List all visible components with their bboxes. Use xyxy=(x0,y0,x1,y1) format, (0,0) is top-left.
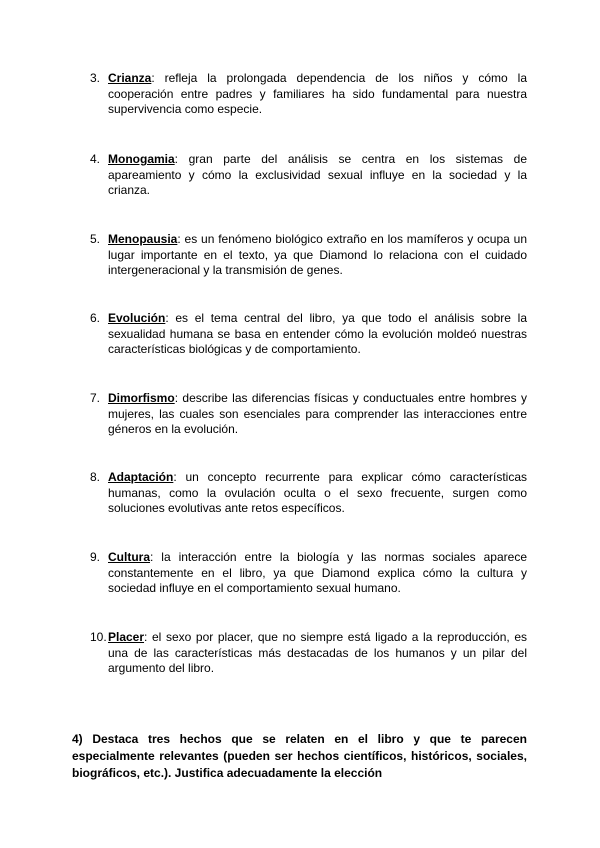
list-item-number: 9. xyxy=(90,550,101,564)
list-item-number: 8. xyxy=(90,470,101,484)
question-heading: 4) Destaca tres hechos que se relaten en el libro y que te parecen especialmente relevantes (pueden ser hechos científicos, históricos, sociales, biográficos, etc.). Justifica adecuadamente la elección xyxy=(72,732,527,780)
list-item-body xyxy=(108,630,527,677)
list-item-evolucion xyxy=(90,311,527,358)
list-item-text: : describe las diferencias físicas y conductuales entre hombres y mujeres, las cuales son esenciales para comprender las interacciones entre géneros en la evolución. xyxy=(108,391,527,436)
list-item-text: : es un fenómeno biológico extraño en los mamíferos y ocupa un lugar importante en el texto, ya que Diamond lo relaciona con el cuidado intergeneracional y la transmisión de genes. xyxy=(108,232,527,277)
list-item-body xyxy=(108,550,527,597)
list-item-body xyxy=(108,71,527,118)
list-item-text: : el sexo por placer, que no siempre está ligado a la reproducción, es una de las características más destacadas de los humanos y un pilar del argumento del libro. xyxy=(108,630,527,675)
list-item-body xyxy=(108,311,527,358)
list-item-term: Crianza xyxy=(108,71,152,85)
list-item-number: 7. xyxy=(90,391,101,405)
list-item-placer xyxy=(90,630,527,677)
list-item-body xyxy=(108,232,527,279)
list-item-text: : gran parte del análisis se centra en los sistemas de apareamiento y cómo la exclusividad sexual influye en la sociedad y la crianza. xyxy=(108,152,527,197)
list-item-body xyxy=(108,470,527,517)
list-item-term: Evolución xyxy=(108,311,166,325)
list-item-text: : la interacción entre la biología y las normas sociales aparece constantemente en el libro, ya que Diamond explica cómo la cultura y sociedad influye en el comportamiento sexual humano. xyxy=(108,550,527,595)
list-item-crianza xyxy=(90,71,527,118)
list-item-body xyxy=(108,152,527,199)
list-item-term: Placer xyxy=(108,630,145,644)
list-item-menopausia xyxy=(90,232,527,279)
list-item-cultura xyxy=(90,550,527,597)
list-item-adaptacion xyxy=(90,470,527,517)
list-item-number: 10. xyxy=(90,630,107,644)
list-item-text: : es el tema central del libro, ya que todo el análisis sobre la sexualidad humana se basa en entender cómo la evolución moldeó nuestras características biológicas y de comportamiento. xyxy=(108,311,527,356)
list-item-text: : refleja la prolongada dependencia de los niños y cómo la cooperación entre padres y familiares ha sido fundamental para nuestra supervivencia como especie. xyxy=(108,71,527,116)
list-item-term: Adaptación xyxy=(108,470,174,484)
list-item-term: Dimorfismo xyxy=(108,391,175,405)
list-item-term: Monogamia xyxy=(108,152,175,166)
list-item-number: 3. xyxy=(90,71,101,85)
list-item-term: Menopausia xyxy=(108,232,178,246)
list-item-body xyxy=(108,391,527,438)
list-item-number: 4. xyxy=(90,152,101,166)
list-item-text: : un concepto recurrente para explicar cómo características humanas, como la ovulación oculta o el sexo frecuente, surgen como soluciones evolutivas ante retos específicos. xyxy=(108,470,527,515)
list-item-number: 6. xyxy=(90,311,101,325)
list-item-dimorfismo xyxy=(90,391,527,438)
list-item-term: Cultura xyxy=(108,550,150,564)
list-item-monogamia xyxy=(90,152,527,199)
list-item-number: 5. xyxy=(90,232,101,246)
